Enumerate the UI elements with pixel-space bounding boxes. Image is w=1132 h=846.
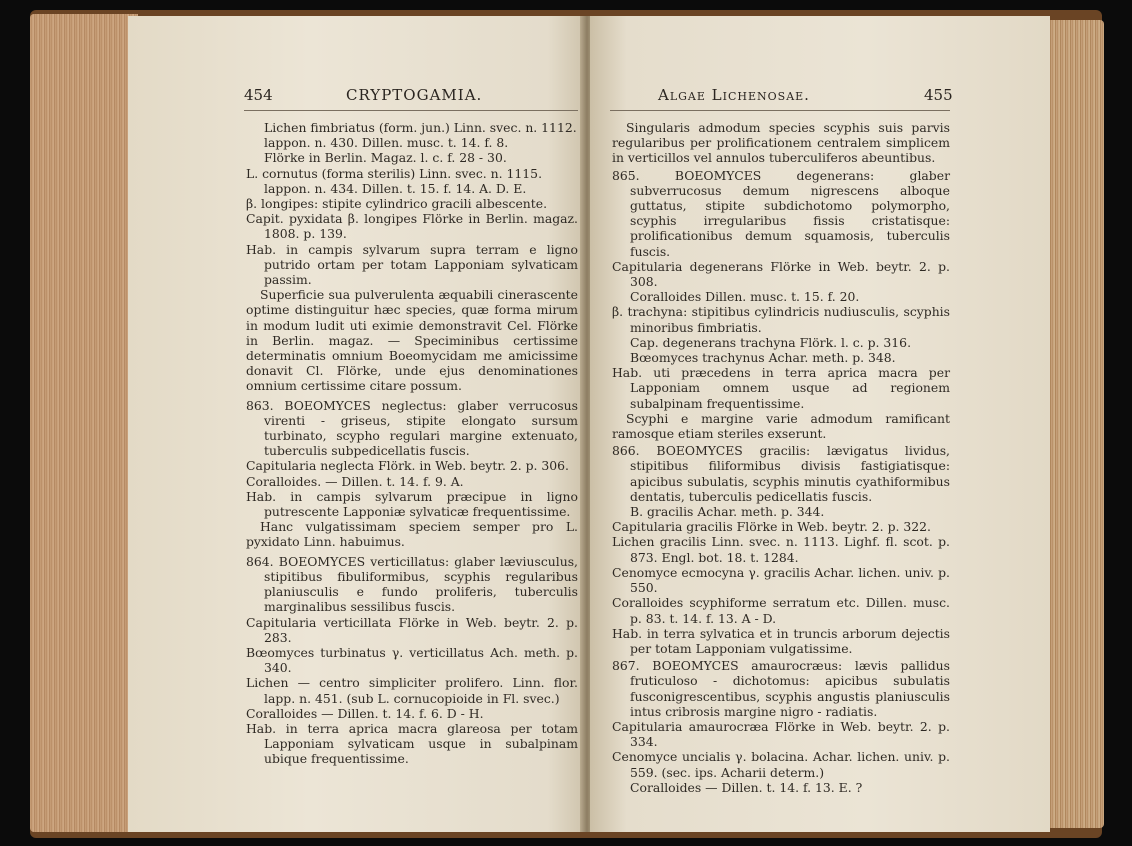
text-line: Flörke in Berlin. Magaz. l. c. f. 28 - 30. [264, 150, 507, 166]
right-page-number: 455 [924, 86, 953, 104]
text-line: Bœomyces turbinatus γ. verticillatus Ach. meth. p. 340. [246, 644, 578, 676]
left-head-rule [244, 110, 578, 111]
text-line: β. longipes: stipite cylindrico gracili albescente. [246, 196, 548, 212]
text-line: Hab. in campis sylvarum præcipue in ligno putrescente Lapponiæ sylvaticæ frequentissime. [246, 488, 578, 520]
left-text-block [246, 120, 578, 767]
left-running-head [128, 86, 584, 112]
species-entry: 864. BOEOMYCES verticillatus: glaber læviusculus, stipitibus fibuliformibus, scyphis regularibus planiusculis e fundo proliferis, tuberculis marginalibus sessilibus fuscis. [246, 553, 578, 615]
species-entry: 867. BOEOMYCES amaurocræus: lævis pallidus fruticuloso - dichotomus: apicibus subulatis fusconigrescentibus, scyphis angustis planiusculis intus cribrosis margine nigro - radiatis. [612, 658, 950, 719]
text-paragraph: Hanc vulgatissimam speciem semper pro L. pyxidato Linn. habuimus. [246, 519, 578, 550]
text-line: Bœomyces trachynus Achar. meth. p. 348. [630, 350, 896, 366]
right-text-block [612, 120, 950, 795]
text-line: Coralloides scyphiforme serratum etc. Dillen. musc. p. 83. t. 14. f. 13. A - D. [612, 595, 950, 626]
text-line: B. gracilis Achar. meth. p. 344. [630, 504, 825, 520]
text-line: lappon. n. 434. Dillen. t. 15. f. 14. A. D. E. [264, 180, 527, 196]
text-line: Coralloides. — Dillen. t. 14. f. 9. A. [246, 473, 464, 489]
text-line: Cenomyce ecmocyna γ. gracilis Achar. lichen. univ. p. 550. [612, 564, 950, 596]
text-paragraph: Singularis admodum species scyphis suis parvis regularibus per prolificationem centralem simplicem in verticillos vel annulos tuberculiferos abeuntibus. [612, 120, 950, 166]
left-page-number: 454 [244, 86, 273, 104]
text-line: Coralloides Dillen. musc. t. 15. f. 20. [630, 289, 860, 305]
text-line: Capit. pyxidata β. longipes Flörke in Berlin. magaz. 1808. p. 139. [246, 211, 578, 242]
species-entry: 865. BOEOMYCES degenerans: glaber subverrucosus demum nigrescens alboque guttatus, stipite subdichotomo polymorpho, scyphis irregularibus fissis cristatisque: prolificationibus demum squamosis, tuberculis fuscis. [612, 167, 950, 259]
right-head-title: Algae Lichenosae. [658, 86, 810, 104]
text-paragraph: Superficie sua pulverulenta æquabili cinerascente optime distinguitur hæc species, quæ forma mirum in modum ludit uti eximie demonstravit Cel. Flörke in Berlin. magaz. — Speciminibus certissime determinatis omnium Boeomycidam me amicissime donavit Cl. Flörke, unde ejus denominationes omnium certissime citare possum. [246, 287, 578, 394]
text-line: Lichen fimbriatus (form. jun.) Linn. svec. n. 1112. [264, 120, 577, 135]
text-line: Hab. in terra sylvatica et in truncis arborum dejectis per totam Lapponiam vulgatissime. [612, 625, 950, 656]
text-line: Cenomyce uncialis γ. bolacina. Achar. lichen. univ. p. 559. (sec. ips. Acharii determ.) [612, 749, 950, 780]
text-line: Capitularia gracilis Flörke in Web. beytr. 2. p. 322. [612, 519, 931, 535]
text-line: Capitularia amaurocræa Flörke in Web. beytr. 2. p. 334. [612, 718, 950, 750]
right-running-head [590, 86, 1050, 112]
text-line: Hab. in terra aprica macra glareosa per totam Lapponiam sylvaticam usque in subalpinam ubique frequentissime. [246, 720, 578, 767]
text-line: β. trachyna: stipitibus cylindricis nudiusculis, scyphis minoribus fimbriatis. [612, 304, 950, 335]
left-page [128, 16, 584, 832]
text-line: Lichen — centro simpliciter prolifero. Linn. flor. lapp. n. 451. (sub L. cornucopioide in Fl. svec.) [246, 675, 578, 706]
left-page-edges [30, 14, 138, 832]
text-line: Capitularia neglecta Flörk. in Web. beytr. 2. p. 306. [246, 458, 569, 474]
text-line: Capitularia degenerans Flörke in Web. beytr. 2. p. 308. [612, 258, 950, 290]
species-entry: 866. BOEOMYCES gracilis: lævigatus lividus, stipitibus filiformibus divisis fastigiatisque: apicibus subulatis, scyphis minutis cyathiformibus dentatis, tuberculis pedicellatis fuscis. [612, 443, 950, 504]
text-paragraph: Scyphi e margine varie admodum ramificant ramosque etiam steriles exserunt. [612, 410, 950, 442]
text-line: Hab. in campis sylvarum supra terram e ligno putrido ortam per totam Lapponiam sylvaticam passim. [246, 241, 578, 288]
right-page [590, 16, 1050, 832]
text-line: Coralloides — Dillen. t. 14. f. 13. E. ? [630, 779, 863, 795]
text-line: Hab. uti præcedens in terra aprica macra per Lapponiam omnem usque ad regionem subalpinam frequentissime. [612, 365, 950, 411]
right-page-edges [1046, 20, 1104, 828]
text-line: Lichen gracilis Linn. svec. n. 1113. Lighf. fl. scot. p. 873. Engl. bot. 18. t. 1284. [612, 534, 950, 565]
text-line: Capitularia verticillata Flörke in Web. beytr. 2. p. 283. [246, 614, 578, 645]
right-head-rule [610, 110, 950, 111]
left-head-title: CRYPTOGAMIA. [346, 86, 483, 104]
text-line: lappon. n. 430. Dillen. musc. t. 14. f. 8. [264, 135, 509, 151]
species-entry: 863. BOEOMYCES neglectus: glaber verrucosus virenti - griseus, stipite elongato sursum turbinato, scypho regulari margine extenuato, tuberculis subpedicellatis fuscis. [246, 397, 578, 459]
text-line: L. cornutus (forma sterilis) Linn. svec. n. 1115. [246, 165, 543, 181]
text-line: Cap. degenerans trachyna Flörk. l. c. p. 316. [630, 334, 912, 350]
text-line: Coralloides — Dillen. t. 14. f. 6. D - H. [246, 705, 484, 721]
